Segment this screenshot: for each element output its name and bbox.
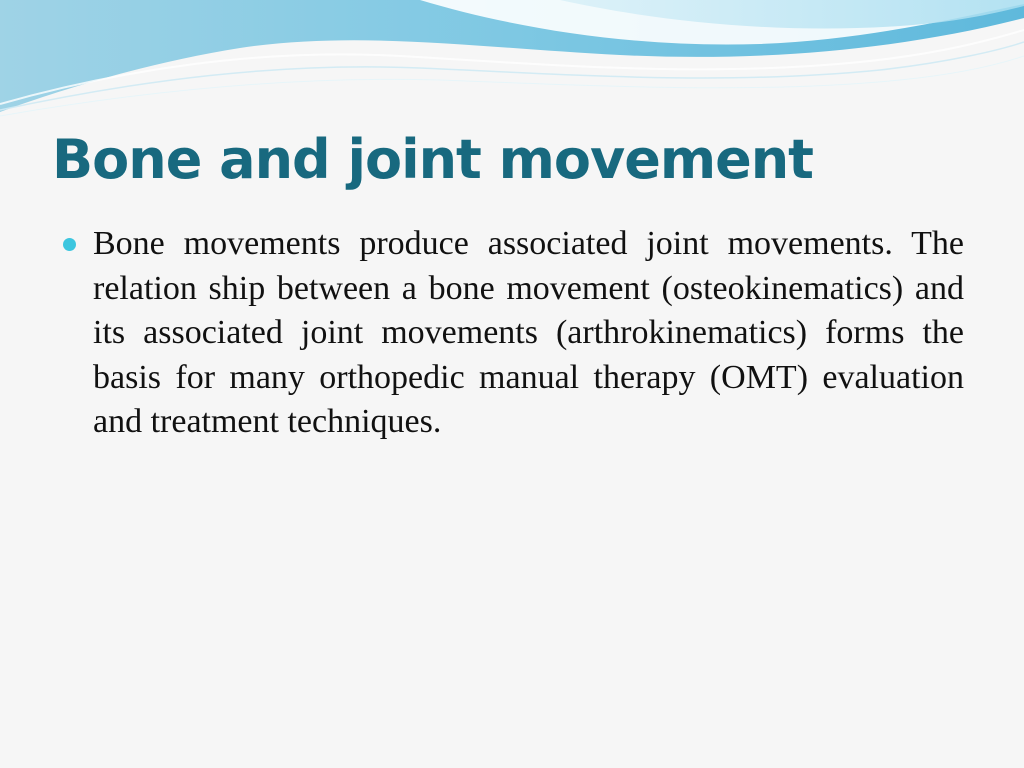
bullet-text: Bone movements produce associated joint movements. The relation ship between a bone movement (osteokinematics) and its associated joint movements (arthrokinematics) forms the basis for many orthopedic manual therapy (OMT) evaluation and treatment techniques. bbox=[93, 225, 964, 440]
bullet-dot-icon bbox=[63, 238, 76, 251]
header-wave-decoration bbox=[0, 0, 1024, 130]
slide-title: Bone and joint movement bbox=[52, 128, 813, 191]
bullet-item bbox=[60, 222, 964, 445]
bullet-list bbox=[60, 222, 964, 445]
